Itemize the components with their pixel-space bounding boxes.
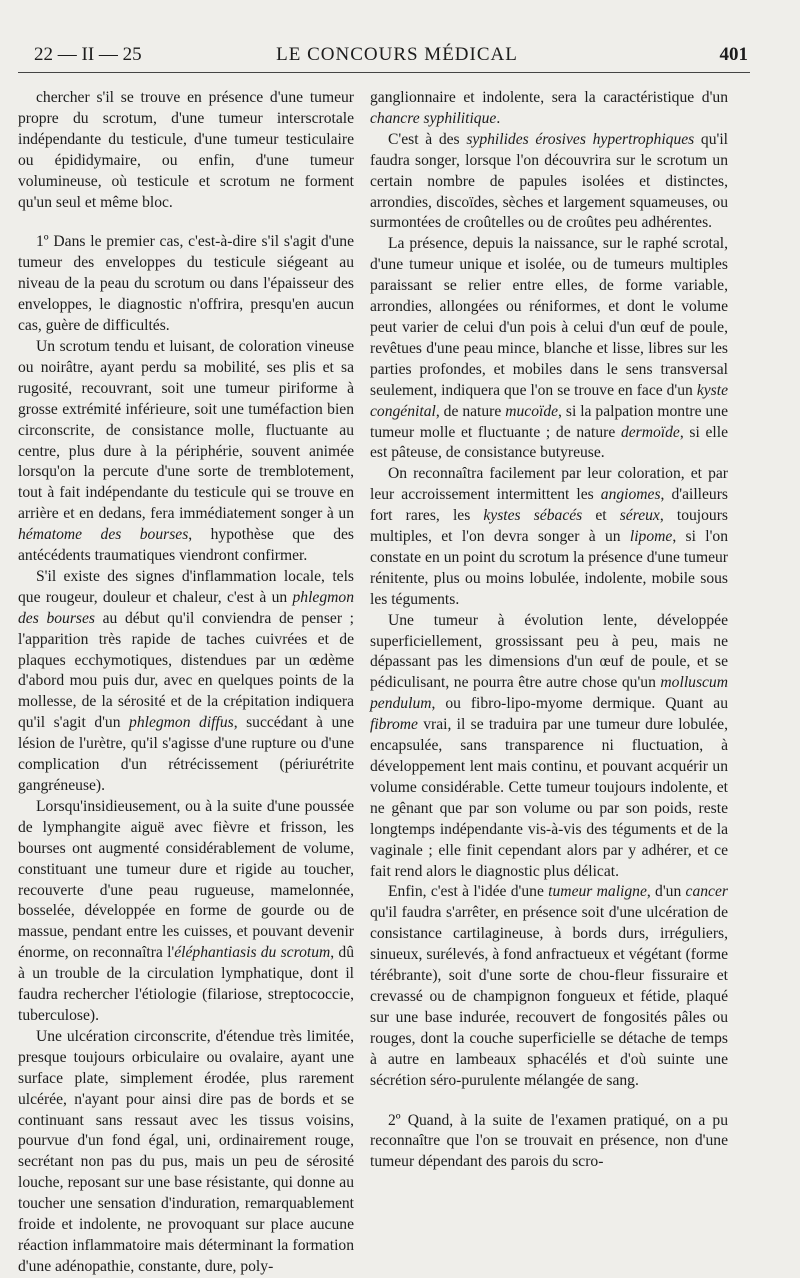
paragraph-p2 bbox=[18, 232, 354, 337]
text-run: Lorsqu'insidieusement, ou à la suite d'une poussée de lymphangite aiguë avec fièvre et frisson, les bourses ont augmenté considérablement de volume, constituant une tumeur dure et rigide au toucher, recouverte d'une peau rugueuse, mamelonnée, bosselée, développée en forme de gourde ou de massue, pendant entre les cuisses, et pouvant devenir énorme, on reconnaîtra l' bbox=[18, 797, 354, 962]
italic-term: hématome des bourses bbox=[18, 526, 189, 544]
text-run: , si elle est pâteuse, de consistance butyreuse. bbox=[370, 423, 728, 462]
text-run: vrai, il se traduira par une tumeur dure lobulée, encapsulée, sans transparence ni fluctuation, à développement lent mais continu, et pouvant acquérir un volume considérable. Cette tumeur toujours indolente, et ne gênant que par son volume ou par son poids, reste longtemps indépendante vis-à-vis des téguments et de la vaginale ; elle finit cependant alors par y adhérer, et ce fait rend alors le diagnostic plus délicat. bbox=[370, 716, 728, 880]
text-run: S'il existe des signes d'inflammation locale, tels que rougeur, douleur et chaleur, c'est à un bbox=[18, 567, 354, 606]
text-run: C'est à des bbox=[388, 130, 467, 148]
paragraph-q1 bbox=[370, 88, 728, 130]
italic-term: cancer bbox=[685, 883, 728, 901]
italic-term: fibrome bbox=[370, 716, 418, 734]
text-run: Un scrotum tendu et luisant, de coloration vineuse ou noirâtre, ayant perdu sa mobilité, ses plis et sa rugosité, recouvrant, soit une tumeur piriforme à grosse extrémité inférieure, soit une tuméfaction bien circonscrite, de consistance molle, fluctuante au centre, plus dure à la périphérie, souvent animée lorsqu'on la percute d'une sorte de tremblotement, tout à fait indépendante du testicule qui se trouve en arrière et en dedans, fera immédiatement songer à un bbox=[18, 337, 354, 523]
paragraph-p1 bbox=[18, 88, 354, 213]
text-run: , hypothèse que des antécédents traumatiques viendront confirmer. bbox=[18, 526, 354, 565]
header-rule bbox=[18, 72, 750, 73]
text-run: qu'il faudra s'arrêter, en présence soit d'une ulcération de consistance cartilagineuse, à bords durs, irréguliers, sinueux, surélevés, à fond anfractueux et végétant (forme térébrante), soit d'une sorte de chou-fleur fissuraire et crevassé ou de champignon fongueux et fétide, plaqué sur une base indurée, recouvert de fongosités pâles ou rouges, dont la couche superficielle se détache de temps à autre en lambeaux sphacélés et d'où suinte une sécrétion séro-purulente mélangée de sang. bbox=[370, 904, 728, 1089]
text-run: , succédant à une lésion de l'urètre, qu'il s'agisse d'une rupture ou d'une complication d'un rétrécissement (périurétrite gangréneuse). bbox=[18, 714, 354, 794]
text-run: chercher s'il se trouve en présence d'une tumeur propre du scrotum, d'une tumeur interscrotale indépendante du testicule, d'une tumeur testiculaire ou épididymaire, ou enfin, d'une tumeur volumineuse, où testicule et scrotum ne forment qu'un seul et même bloc. bbox=[18, 89, 354, 211]
text-run: On reconnaîtra facilement par leur coloration, et par leur accroissement intermittent les bbox=[370, 465, 728, 504]
text-run: , d'un bbox=[646, 883, 686, 901]
italic-term: chancre syphilitique bbox=[370, 109, 497, 127]
italic-term: éléphantiasis du scrotum bbox=[174, 944, 331, 962]
italic-term: dermoïde bbox=[620, 423, 680, 441]
text-run: . bbox=[496, 109, 501, 127]
italic-term: lipome bbox=[629, 528, 673, 546]
text-run: , si la palpation montre une tumeur molle et fluctuante ; de nature bbox=[370, 402, 728, 441]
text-run: qu'il faudra songer, lorsque l'on découvrira sur le scrotum un certain nombre de papules isolées et distinctes, arrondies, discoïdes, sèches et largement squameuses, ou surmontées de croûtelles ou de croûtes peu adhérentes. bbox=[370, 130, 728, 232]
left-column bbox=[18, 88, 354, 1278]
text-run: Une ulcération circonscrite, d'étendue très limitée, presque toujours orbiculaire ou ovalaire, ayant une surface plate, simplement érodée, plus rarement ulcérée, n'ayant pour ainsi dire pas de bords et se continuant sans ressaut avec les tissus voisins, pourvue d'un fond égal, uni, ordinairement rouge, secrétant non pas du pus, mais un peu de sérosité louche, reposant sur une base résistante, qui donne au toucher une sensation d'induration, remarquablement froide et indolente, ne provoquant sur place aucune réaction inflammatoire mais déterminant la formation d'une adénopathie, constante, dure, poly- bbox=[18, 1027, 354, 1275]
italic-term: phlegmon des bourses bbox=[18, 588, 354, 627]
text-run: , dû à un trouble de la circulation lymphatique, dont il faudra rechercher l'étiologie (filariose, streptococcie, tuberculose). bbox=[18, 944, 354, 1024]
italic-term: phlegmon diffus bbox=[129, 714, 234, 732]
paragraph-p5 bbox=[18, 797, 354, 1027]
italic-term: tumeur maligne bbox=[548, 883, 647, 901]
right-column bbox=[370, 88, 728, 1173]
text-run: Une tumeur à évolution lente, développée superficiellement, grossissant peu à peu, mais ne dépassant pas les dimensions d'un œuf de poule, et se pédiculisant, ne pourra être autre chose qu'un bbox=[370, 611, 728, 692]
issue-date: 22 — II — 25 bbox=[34, 44, 142, 65]
italic-term: mucoïde bbox=[505, 402, 559, 420]
text-run: 1º Dans le premier cas, c'est-à-dire s'il s'agit d'une tumeur des enveloppes du testicule siégeant au niveau de la peau du scrotum ou dans l'épaisseur des enveloppes, le diagnostic n'offrira, presqu'en aucun cas, guère de difficultés. bbox=[18, 233, 354, 335]
italic-term: angiomes bbox=[600, 486, 661, 504]
paragraph-q7 bbox=[370, 1111, 728, 1174]
text-run: , si l'on constate en un point du scrotum la présence d'une tumeur rénitente, plus ou moins lobulée, indolente, mobile sous les téguments. bbox=[370, 528, 728, 608]
text-run: , de nature bbox=[435, 402, 506, 420]
paragraph-q4 bbox=[370, 464, 728, 610]
text-run: Enfin, c'est à l'idée d'une bbox=[388, 883, 549, 901]
text-run: La présence, depuis la naissance, sur le raphé scrotal, d'une tumeur unique et isolée, ou de tumeurs multiples paraissant se relier entre elles, de forme variable, arrondies, allongées ou réniformes, et dont le volume peut varier de celui d'un pois à celui d'un œuf de poule, revêtues d'une peau mince, blanche et lisse, libres sur les parties profondes, et mobiles dans le sens transversal seulement, indiquera que l'on se trouve en face d'un bbox=[370, 235, 728, 399]
page-header bbox=[22, 38, 772, 68]
italic-term: kyste congénital bbox=[370, 381, 728, 420]
paragraph-p6 bbox=[18, 1027, 354, 1278]
italic-term: kystes sébacés bbox=[483, 507, 583, 525]
page-number: 401 bbox=[719, 44, 748, 65]
text-run: au début qu'il conviendra de penser ; l'apparition très rapide de taches cuivrées et de plaques ecchymotiques, distendues par un œdème d'abord mou puis dur, avec en quelques points de la mollesse, de la sérosité et de la crépitation indiquera qu'il s'agit d'un bbox=[18, 609, 355, 732]
italic-term: séreux bbox=[619, 507, 660, 525]
paragraph-q6 bbox=[370, 882, 728, 1091]
journal-title: LE CONCOURS MÉDICAL bbox=[276, 44, 518, 65]
paragraph-q2 bbox=[370, 130, 728, 235]
text-run: et bbox=[582, 507, 620, 525]
text-run: , toujours multiples, et l'on devra songer à un bbox=[370, 507, 728, 546]
paragraph-p4 bbox=[18, 567, 354, 797]
paragraph-q5 bbox=[370, 611, 728, 883]
text-run: 2º Quand, à la suite de l'examen pratiqué, on a pu reconnaître que l'on se trouvait en présence, non d'une tumeur dépendant des parois du scro- bbox=[370, 1111, 728, 1171]
paragraph-q3 bbox=[370, 234, 728, 464]
text-run: , d'ailleurs fort rares, les bbox=[370, 486, 728, 525]
text-run: , ou fibro-lipo-myome dermique. Quant au bbox=[431, 695, 728, 713]
text-run: ganglionnaire et indolente, sera la caractéristique d'un bbox=[370, 89, 728, 106]
italic-term: syphilides érosives hypertrophiques bbox=[466, 130, 695, 148]
paragraph-p3 bbox=[18, 337, 354, 567]
italic-term: molluscum pendulum bbox=[370, 674, 728, 713]
